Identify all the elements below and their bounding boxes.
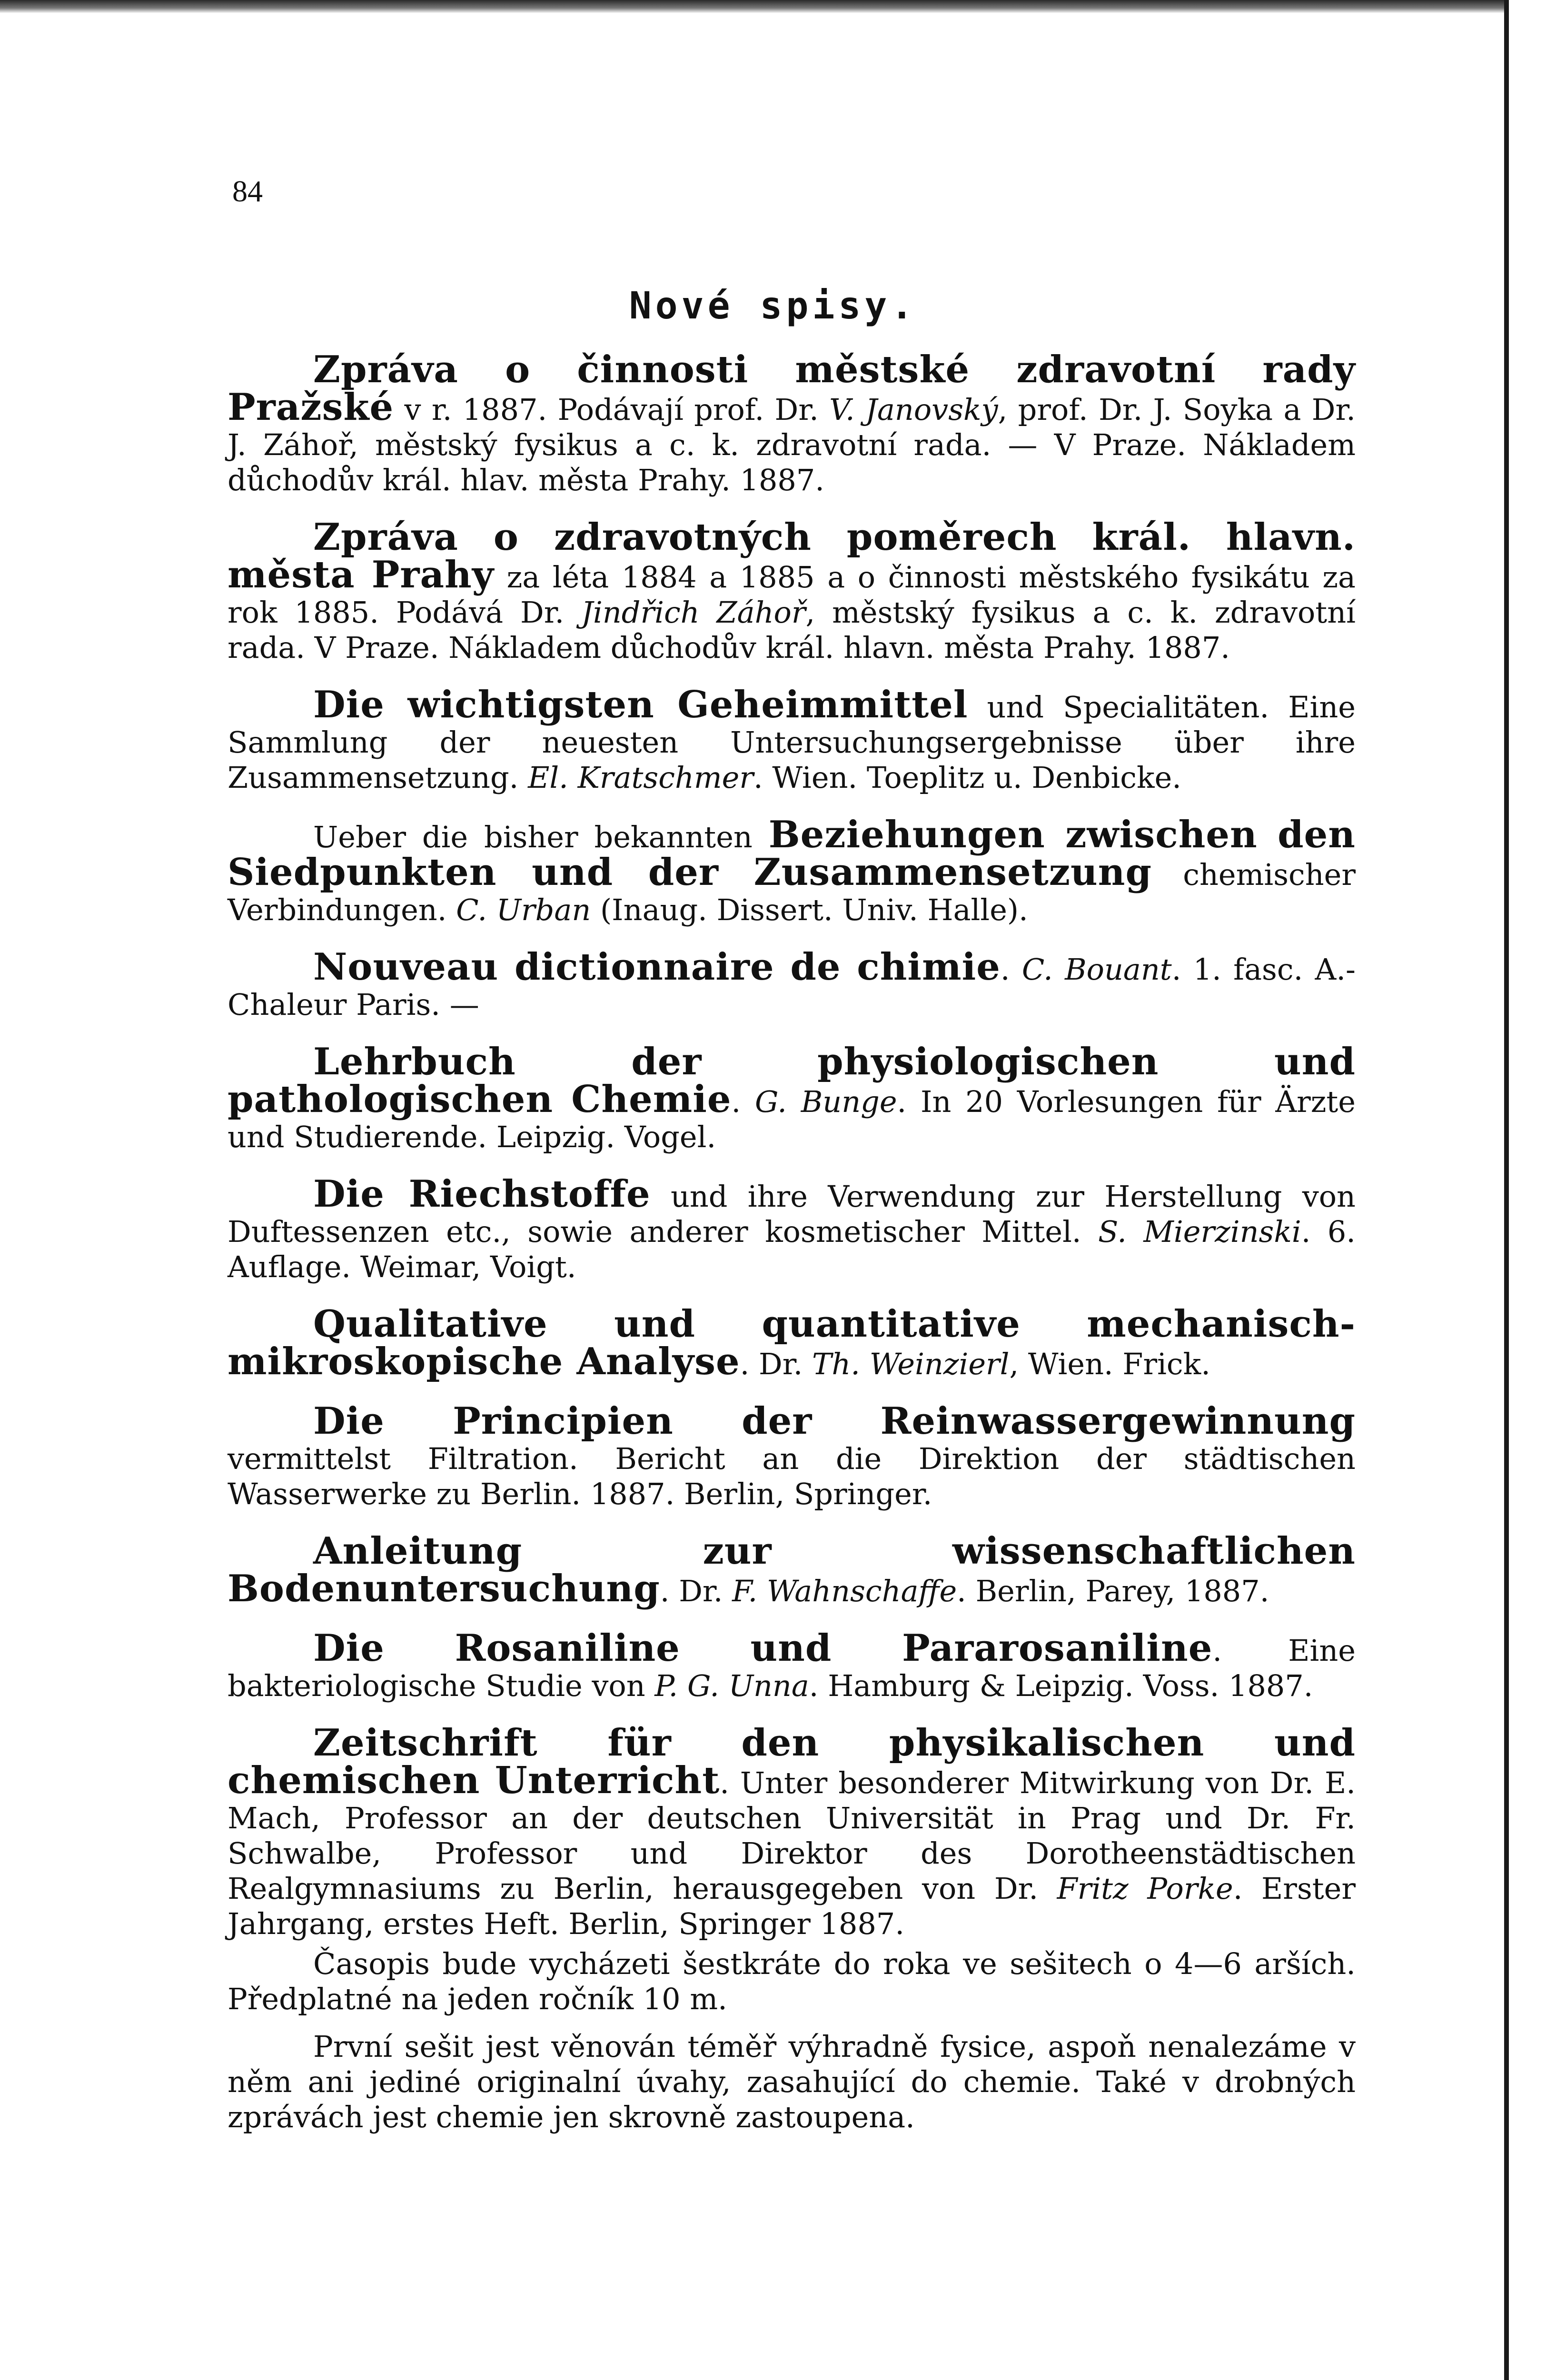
- entry-title: Zpráva o zdravotných poměrech král. hlavn. města Prahy: [228, 516, 1356, 596]
- entry-text: und Specialitäten. Eine Sammlung der neuesten Untersuchungsergebnisse über ihre Zusammensetzung.: [228, 690, 1356, 795]
- entry-text: . Dr.: [660, 1574, 733, 1608]
- bibliography-entry: [228, 1721, 1356, 1942]
- entry-author: C. Bouant: [1021, 952, 1172, 987]
- entry-author: Fritz Porke: [1057, 1871, 1233, 1906]
- entry-text-continued: . In 20 Vorlesungen für Ärzte und Studierende. Leipzig. Vogel.: [228, 1084, 1356, 1154]
- entry-text-continued: (Inaug. Dissert. Univ. Halle).: [591, 892, 1028, 927]
- entry-text: za léta 1884 a 1885 a o činnosti městského fysikátu za rok 1885. Podává Dr.: [228, 560, 1356, 630]
- entry-title: Die Rosaniline und Pararosaniline: [313, 1626, 1213, 1670]
- section-title: Nové spisy.: [629, 285, 917, 327]
- entry-author: F. Wahnschaffe: [732, 1574, 957, 1608]
- entry-text: und ihre Verwendung zur Herstellung von Duftessenzen etc., sowie anderer kosmetischer Mittel.: [228, 1179, 1356, 1249]
- entry-text-continued: . Erster Jahrgang, erstes Heft. Berlin, Springer 1887.: [228, 1871, 1356, 1941]
- bibliography-entry: [228, 348, 1356, 498]
- entry-text: v r. 1887. Podávají prof. Dr.: [394, 392, 830, 427]
- entry-title: Die Principien der Reinwassergewinnung: [313, 1399, 1356, 1443]
- entry-text-continued: , městský fysikus a c. k. zdravotní rada. V Praze. Nákladem důchodův král. hlavn. města Prahy. 1887.: [228, 595, 1356, 665]
- entry-title: Die wichtigsten Geheimmittel: [313, 683, 968, 726]
- entry-text-continued: , Wien. Frick.: [1009, 1347, 1210, 1381]
- entry-title: Anleitung zur wissenschaftlichen Bodenuntersuchung: [228, 1529, 1356, 1610]
- entry-author: C. Urban: [456, 892, 591, 927]
- entry-text-continued: . Hamburg & Leipzig. Voss. 1887.: [809, 1668, 1313, 1703]
- entry-title: Qualitative und quantitative mechanisch-mikroskopische Analyse: [228, 1302, 1356, 1383]
- entry-text: vermittelst Filtration. Bericht an die Direktion der städtischen Wasserwerke zu Berlin. 1887. Berlin, Springer.: [228, 1441, 1356, 1511]
- body-paragraph: První sešit jest věnován téměř výhradně fysice, aspoň nenalezáme v něm ani jediné originalní úvahy, zasahující do chemie. Také v drobných zprávách jest chemie jen skrovně zastoupena.: [228, 2029, 1356, 2134]
- main-content: [228, 348, 1356, 2147]
- entry-title: Beziehungen zwischen den Siedpunkten und der Zusammensetzung: [228, 813, 1356, 894]
- entry-title: Die Riechstoffe: [313, 1172, 651, 1216]
- entry-text: . Dr.: [740, 1347, 813, 1381]
- entry-text: .: [1000, 952, 1022, 987]
- entry-author: Th. Weinzierl: [812, 1347, 1010, 1381]
- entry-text: . Unter besonderer Mitwirkung von Dr. E. Mach, Professor an der deutschen Universität in Prag und Dr. Fr. Schwalbe, Professor und Direktor des Dorotheenstädtischen Realgymnasiums zu Berlin, herausgegeben von Dr.: [228, 1765, 1356, 1906]
- entry-text-continued: . Berlin, Parey, 1887.: [957, 1574, 1269, 1608]
- entry-text: . Eine bakteriologische Studie von: [228, 1633, 1356, 1703]
- bibliography-entry: [228, 1626, 1356, 1704]
- entry-title: Zpráva o činnosti městské zdravotní rady Pražské: [228, 348, 1356, 429]
- entry-text-continued: . 6. Auflage. Weimar, Voigt.: [228, 1214, 1356, 1284]
- entry-title: Zeitschrift für den physikalischen und chemischen Unterricht: [228, 1721, 1356, 1802]
- bibliography-entry: [228, 1529, 1356, 1610]
- entry-author: S. Mierzinski: [1098, 1214, 1301, 1249]
- body-paragraph: Časopis bude vycházeti šestkráte do roka ve sešitech o 4—6 arších. Předplatné na jeden ročník 10 m.: [228, 1946, 1356, 2016]
- bibliography-entry: [228, 813, 1356, 928]
- entry-title: Lehrbuch der physiologischen und pathologischen Chemie: [228, 1040, 1356, 1121]
- entry-author: El. Kratschmer: [528, 760, 753, 795]
- entry-prefix: Ueber die bisher bekannten: [313, 820, 769, 854]
- page-number: 84: [232, 174, 263, 208]
- entry-author: P. G. Unna: [654, 1668, 809, 1703]
- bibliography-entry: [228, 1302, 1356, 1383]
- entry-text-continued: , prof. Dr. J. Soyka a Dr. J. Záhoř, městský fysikus a c. k. zdravotní rada. — V Praze. Nákladem důchodův král. hlav. města Prahy. 1887.: [228, 392, 1356, 497]
- entry-text-continued: . 1. fasc. A.-Chaleur Paris. —: [228, 952, 1356, 1022]
- entry-author: G. Bunge: [754, 1084, 897, 1119]
- entry-author: Jindřich Záhoř: [581, 595, 806, 630]
- entry-title: Nouveau dictionnaire de chimie: [313, 945, 1001, 989]
- bibliography-entry: [228, 1172, 1356, 1285]
- bibliography-entry: [228, 1399, 1356, 1512]
- scan-edge-right: [1504, 0, 1546, 2380]
- bibliography-entry: [228, 683, 1356, 795]
- bibliography-entry: [228, 516, 1356, 665]
- entry-text: .: [731, 1084, 755, 1119]
- scan-edge-top: [0, 0, 1546, 13]
- entry-text-continued: . Wien. Toeplitz u. Denbicke.: [753, 760, 1181, 795]
- entry-author: V. Janovský: [829, 392, 998, 427]
- bibliography-entry: [228, 1040, 1356, 1155]
- bibliography-entry: [228, 945, 1356, 1022]
- entry-text: chemischer Verbindungen.: [228, 857, 1356, 927]
